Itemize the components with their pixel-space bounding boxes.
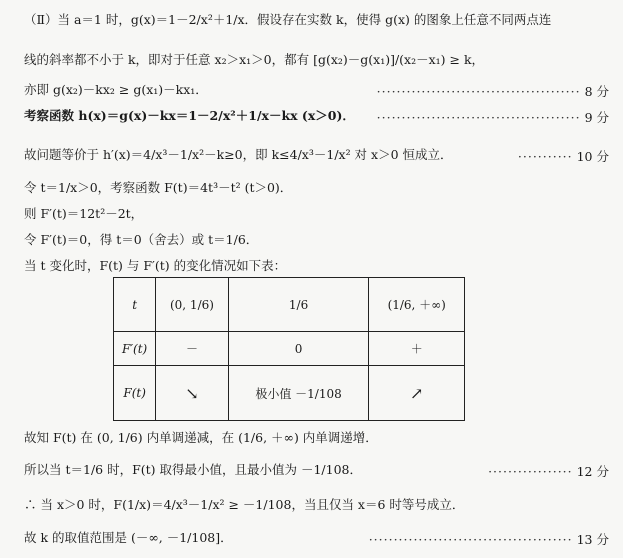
dot-leader: ··········· [517, 149, 573, 164]
table-cell-derivative-zero: 0 [228, 332, 369, 366]
line-9-text: 当 t 变化时，F(t) 与 F′(t) 的变化情况如下表： [24, 258, 287, 273]
line-5-text: 故问题等价于 h′(x)＝4/x³－1/x²－k≥0，即 k≤4/x³－1/x² 对 x＞0 恒成立． [24, 147, 453, 162]
line-11-score: 12 分 [576, 464, 609, 479]
dot-leader: ················· [488, 464, 573, 479]
table-cell-interval-2: (1/6, ＋∞) [369, 278, 465, 332]
line-3-text: 亦即 g(x₂)－kx₂ ≥ g(x₁)－kx₁． [24, 82, 208, 97]
table-cell-function-label: F(t) [114, 366, 156, 421]
table-cell-derivative-sign-1: － [156, 332, 228, 366]
line-3-score: 8 分 [584, 84, 609, 99]
line-13-text: 故 k 的取值范围是 (－∞, －1/108]． [24, 530, 233, 545]
line-7-text: 则 F′(t)＝12t²－2t， [24, 206, 144, 221]
line-8 [24, 232, 609, 248]
table-cell-interval-1: (0, 1/6) [156, 278, 228, 332]
line-2-text: 线的斜率都不小于 k，即对于任意 x₂＞x₁＞0，都有 [g(x₂)－g(x₁)]/(x₂－x₁) ≥ k， [24, 52, 485, 67]
dot-leader: ········································· [368, 532, 573, 547]
line-3-score-leader [377, 82, 609, 100]
line-12-text: ∴ 当 x＞0 时，F(1/x)＝4/x³－1/x² ≥ －1/108，当且仅当 x＝6 时等号成立． [24, 497, 465, 512]
line-4-score-leader [377, 108, 609, 126]
line-5-score: 10 分 [576, 149, 609, 164]
line-8-text: 令 F′(t)＝0，得 t＝0（舍去）或 t＝1/6． [24, 232, 259, 247]
line-1 [24, 12, 609, 28]
increasing-arrow-icon: ↗ [369, 366, 465, 421]
dot-leader: ········································· [376, 110, 581, 125]
line-5-score-leader [518, 147, 609, 165]
dot-leader: ········································· [376, 84, 581, 99]
table-header-row [114, 278, 465, 332]
line-10-text: 故知 F(t) 在 (0, 1/6) 内单调递减，在 (1/6, ＋∞) 内单调递增． [24, 430, 378, 445]
line-6 [24, 180, 609, 196]
line-12 [24, 497, 609, 513]
line-4-score: 9 分 [584, 110, 609, 125]
line-9 [24, 258, 609, 274]
line-13-score: 13 分 [576, 532, 609, 547]
table-cell-t: t [114, 278, 156, 332]
table-row-function [114, 366, 465, 421]
line-1-text: （Ⅱ）当 a＝1 时，g(x)＝1－2/x²＋1/x．假设存在实数 k，使得 g(x) 的图象上任意不同两点连 [24, 12, 552, 27]
table-cell-critical-point: 1/6 [228, 278, 369, 332]
decreasing-arrow-icon: ↘ [156, 366, 228, 421]
table-cell-derivative-label: F′(t) [114, 332, 156, 366]
variation-table [113, 277, 465, 421]
line-2 [24, 52, 609, 68]
line-13-score-leader [369, 530, 609, 548]
table-cell-derivative-sign-2: ＋ [369, 332, 465, 366]
table-cell-minimum-value: 极小值 －1/108 [228, 366, 369, 421]
line-6-text: 令 t＝1/x＞0，考察函数 F(t)＝4t³－t² (t＞0)． [24, 180, 293, 195]
line-11-score-leader [488, 462, 609, 480]
table-row-derivative [114, 332, 465, 366]
line-4-text: 考察函数 h(x)＝g(x)－kx＝1－2/x²＋1/x－kx (x＞0)． [24, 108, 355, 123]
line-7 [24, 206, 609, 222]
line-11-text: 所以当 t＝1/6 时，F(t) 取得最小值，且最小值为 －1/108． [24, 462, 363, 477]
line-10 [24, 430, 609, 446]
